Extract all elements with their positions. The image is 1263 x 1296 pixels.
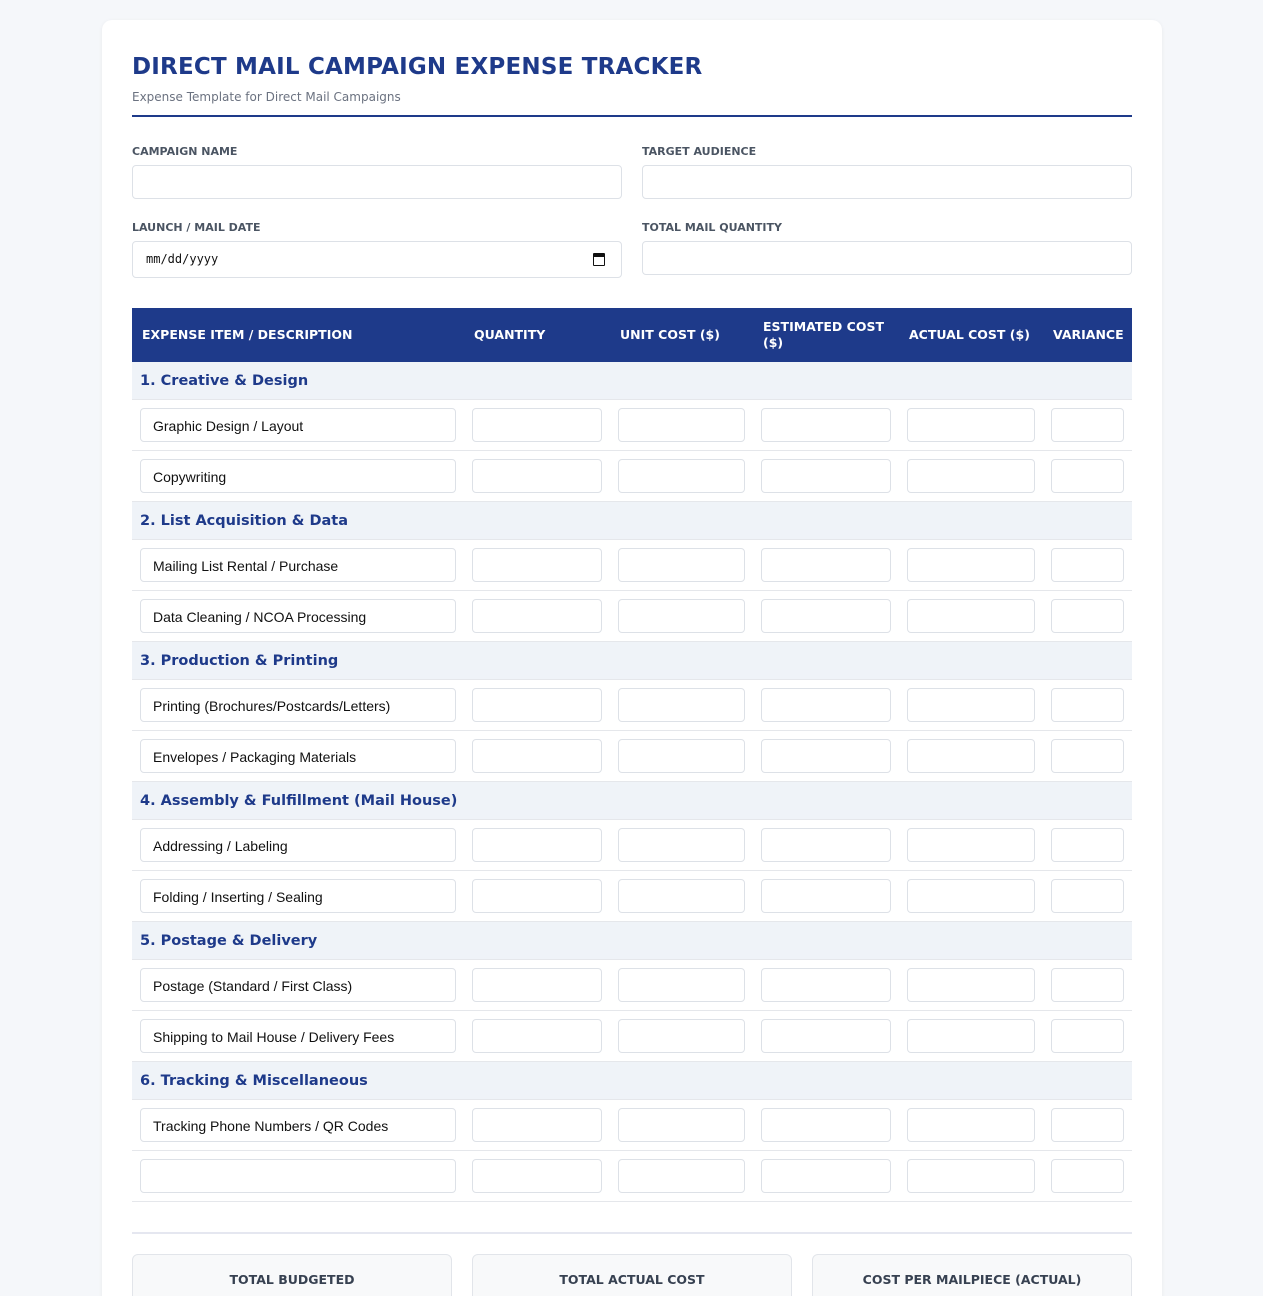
description-text: Printing (Brochures/Postcards/Letters) bbox=[153, 698, 391, 714]
calendar-icon[interactable] bbox=[593, 253, 605, 266]
description-input[interactable] bbox=[140, 408, 456, 442]
estimated-cost-input[interactable] bbox=[761, 459, 891, 493]
variance-input[interactable] bbox=[1051, 1159, 1124, 1193]
expense-tracker-card bbox=[102, 20, 1162, 1296]
actual-cost-input[interactable] bbox=[907, 548, 1035, 582]
estimated-cost-input[interactable] bbox=[761, 968, 891, 1002]
description-input[interactable] bbox=[140, 1019, 456, 1053]
table-row bbox=[132, 820, 1132, 871]
section-row bbox=[132, 1062, 1132, 1100]
estimated-cost-input[interactable] bbox=[761, 548, 891, 582]
unit-cost-input[interactable] bbox=[618, 1108, 745, 1142]
actual-cost-input[interactable] bbox=[907, 1019, 1035, 1053]
quantity-input[interactable] bbox=[472, 688, 602, 722]
title-divider bbox=[132, 115, 1132, 117]
table-row bbox=[132, 1100, 1132, 1151]
unit-cost-input[interactable] bbox=[618, 408, 745, 442]
estimated-cost-input[interactable] bbox=[761, 1019, 891, 1053]
col-header-estimated-line1: ESTIMATED COST bbox=[763, 319, 884, 334]
description-input[interactable] bbox=[140, 739, 456, 773]
estimated-cost-input[interactable] bbox=[761, 739, 891, 773]
total-actual-box bbox=[472, 1254, 792, 1296]
description-text: Tracking Phone Numbers / QR Codes bbox=[153, 1118, 389, 1134]
section-row bbox=[132, 922, 1132, 960]
col-header-estimated-cost bbox=[763, 319, 884, 351]
unit-cost-input[interactable] bbox=[618, 828, 745, 862]
section-title: 1. Creative & Design bbox=[140, 373, 309, 389]
cost-per-piece-label: COST PER MAILPIECE (ACTUAL) bbox=[862, 1272, 1082, 1287]
unit-cost-input[interactable] bbox=[618, 599, 745, 633]
summary-divider bbox=[132, 1232, 1132, 1234]
table-row bbox=[132, 451, 1132, 502]
section-row bbox=[132, 642, 1132, 680]
table-row bbox=[132, 400, 1132, 451]
variance-input[interactable] bbox=[1051, 688, 1124, 722]
variance-input[interactable] bbox=[1051, 1108, 1124, 1142]
section-row bbox=[132, 362, 1132, 400]
actual-cost-input[interactable] bbox=[907, 968, 1035, 1002]
col-header-quantity: QUANTITY bbox=[474, 327, 546, 342]
target-audience-label: TARGET AUDIENCE bbox=[642, 145, 757, 158]
section-title: 2. List Acquisition & Data bbox=[140, 513, 349, 529]
quantity-input[interactable] bbox=[472, 1019, 602, 1053]
quantity-input[interactable] bbox=[472, 1159, 602, 1193]
section-row bbox=[132, 782, 1132, 820]
unit-cost-input[interactable] bbox=[618, 739, 745, 773]
variance-input[interactable] bbox=[1051, 1019, 1124, 1053]
quantity-input[interactable] bbox=[472, 599, 602, 633]
actual-cost-input[interactable] bbox=[907, 828, 1035, 862]
actual-cost-input[interactable] bbox=[907, 1108, 1035, 1142]
quantity-input[interactable] bbox=[472, 1108, 602, 1142]
unit-cost-input[interactable] bbox=[618, 688, 745, 722]
estimated-cost-input[interactable] bbox=[761, 408, 891, 442]
section-title: 6. Tracking & Miscellaneous bbox=[140, 1073, 368, 1089]
description-text: Postage (Standard / First Class) bbox=[153, 978, 353, 994]
unit-cost-input[interactable] bbox=[618, 459, 745, 493]
quantity-input[interactable] bbox=[472, 408, 602, 442]
description-text: Addressing / Labeling bbox=[153, 838, 288, 854]
section-title: 3. Production & Printing bbox=[140, 653, 339, 669]
quantity-input[interactable] bbox=[472, 968, 602, 1002]
unit-cost-input[interactable] bbox=[618, 968, 745, 1002]
description-text: Graphic Design / Layout bbox=[153, 418, 304, 434]
estimated-cost-input[interactable] bbox=[761, 1108, 891, 1142]
actual-cost-input[interactable] bbox=[907, 459, 1035, 493]
quantity-input[interactable] bbox=[472, 459, 602, 493]
quantity-input[interactable] bbox=[472, 879, 602, 913]
actual-cost-input[interactable] bbox=[907, 688, 1035, 722]
col-header-actual-cost: ACTUAL COST ($) bbox=[909, 327, 1030, 342]
date-placeholder: mm/dd/yyyy bbox=[146, 252, 219, 266]
description-input[interactable] bbox=[140, 599, 456, 633]
description-input[interactable] bbox=[140, 828, 456, 862]
description-input[interactable] bbox=[140, 968, 456, 1002]
unit-cost-input[interactable] bbox=[618, 548, 745, 582]
table-row bbox=[132, 871, 1132, 922]
variance-input[interactable] bbox=[1051, 599, 1124, 633]
estimated-cost-input[interactable] bbox=[761, 688, 891, 722]
description-input[interactable] bbox=[140, 1108, 456, 1142]
unit-cost-input[interactable] bbox=[618, 879, 745, 913]
table-row bbox=[132, 540, 1132, 591]
estimated-cost-input[interactable] bbox=[761, 879, 891, 913]
description-input[interactable] bbox=[140, 1159, 456, 1193]
actual-cost-input[interactable] bbox=[907, 599, 1035, 633]
description-text: Copywriting bbox=[153, 469, 227, 485]
total-budgeted-label: TOTAL BUDGETED bbox=[229, 1272, 355, 1287]
description-text: Folding / Inserting / Sealing bbox=[153, 889, 323, 905]
launch-date-label: LAUNCH / MAIL DATE bbox=[132, 221, 261, 234]
unit-cost-input[interactable] bbox=[618, 1019, 745, 1053]
table-row bbox=[132, 731, 1132, 782]
estimated-cost-input[interactable] bbox=[761, 1159, 891, 1193]
variance-input[interactable] bbox=[1051, 408, 1124, 442]
total-quantity-input[interactable] bbox=[642, 241, 1132, 275]
description-text: Mailing List Rental / Purchase bbox=[153, 558, 339, 574]
quantity-input[interactable] bbox=[472, 828, 602, 862]
description-input[interactable] bbox=[140, 879, 456, 913]
col-header-variance: VARIANCE bbox=[1053, 327, 1124, 342]
section-row bbox=[132, 502, 1132, 540]
cost-per-piece-box bbox=[812, 1254, 1132, 1296]
campaign-name-label: CAMPAIGN NAME bbox=[132, 145, 238, 158]
total-actual-label: TOTAL ACTUAL COST bbox=[559, 1272, 705, 1287]
launch-date-input[interactable] bbox=[132, 241, 622, 278]
variance-input[interactable] bbox=[1051, 828, 1124, 862]
table-header bbox=[132, 308, 1132, 362]
campaign-name-input[interactable] bbox=[132, 165, 622, 199]
page-title: DIRECT MAIL CAMPAIGN EXPENSE TRACKER bbox=[132, 54, 703, 80]
target-audience-input[interactable] bbox=[642, 165, 1132, 199]
col-header-unit-cost: UNIT COST ($) bbox=[620, 327, 720, 342]
description-text: Data Cleaning / NCOA Processing bbox=[153, 609, 367, 625]
table-row bbox=[132, 1011, 1132, 1062]
col-header-description: EXPENSE ITEM / DESCRIPTION bbox=[142, 327, 353, 342]
description-text: Shipping to Mail House / Delivery Fees bbox=[153, 1029, 395, 1045]
table-row bbox=[132, 1151, 1132, 1202]
description-input[interactable] bbox=[140, 459, 456, 493]
unit-cost-input[interactable] bbox=[618, 1159, 745, 1193]
section-title: 4. Assembly & Fulfillment (Mail House) bbox=[140, 793, 458, 809]
page-subtitle: Expense Template for Direct Mail Campaigns bbox=[132, 90, 401, 104]
section-title: 5. Postage & Delivery bbox=[140, 933, 318, 949]
total-quantity-label: TOTAL MAIL QUANTITY bbox=[642, 221, 782, 234]
variance-input[interactable] bbox=[1051, 548, 1124, 582]
actual-cost-input[interactable] bbox=[907, 739, 1035, 773]
total-budgeted-box bbox=[132, 1254, 452, 1296]
estimated-cost-input[interactable] bbox=[761, 599, 891, 633]
table-row bbox=[132, 680, 1132, 731]
col-header-estimated-line2: ($) bbox=[763, 335, 784, 350]
actual-cost-input[interactable] bbox=[907, 879, 1035, 913]
actual-cost-input[interactable] bbox=[907, 408, 1035, 442]
estimated-cost-input[interactable] bbox=[761, 828, 891, 862]
variance-input[interactable] bbox=[1051, 739, 1124, 773]
quantity-input[interactable] bbox=[472, 548, 602, 582]
quantity-input[interactable] bbox=[472, 739, 602, 773]
description-input[interactable] bbox=[140, 688, 456, 722]
table-row bbox=[132, 591, 1132, 642]
table-row bbox=[132, 960, 1132, 1011]
actual-cost-input[interactable] bbox=[907, 1159, 1035, 1193]
description-text: Envelopes / Packaging Materials bbox=[153, 749, 357, 765]
description-input[interactable] bbox=[140, 548, 456, 582]
variance-input[interactable] bbox=[1051, 879, 1124, 913]
variance-input[interactable] bbox=[1051, 459, 1124, 493]
variance-input[interactable] bbox=[1051, 968, 1124, 1002]
